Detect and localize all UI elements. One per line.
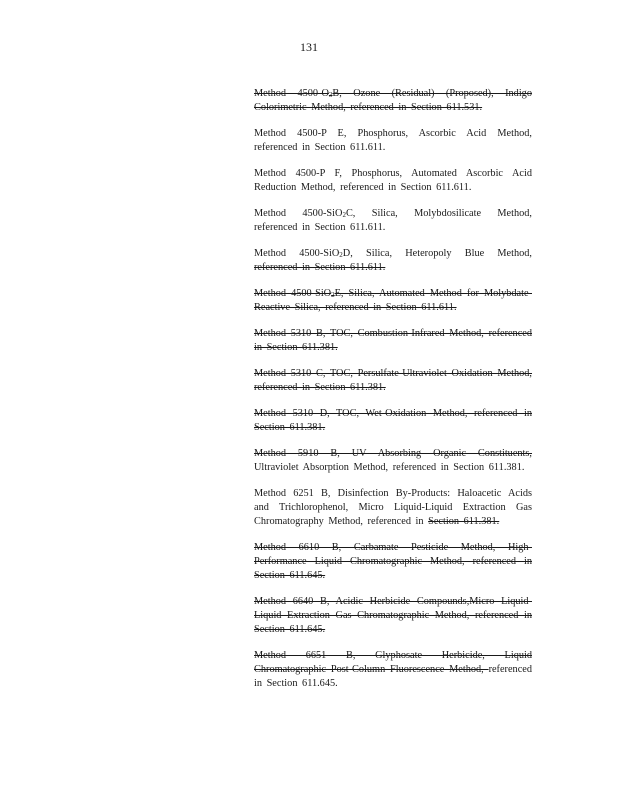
struck-text: B, Ozone (Residual) (Proposed), Indigo Colorimetric Method, referenced in Section 611.531. bbox=[254, 88, 532, 113]
struck-text: Method 5310 B, TOC, Combustion-Infrared Method, referenced in Section 611.381. bbox=[254, 328, 532, 353]
struck-text: Method 6640 B, Acidic Herbicide Compounds,Micro Liquid-Liquid Extraction Gas Chromatographic Method, referenced in Section 611.645. bbox=[254, 596, 532, 635]
method-entry bbox=[254, 447, 532, 475]
method-entry bbox=[254, 87, 532, 115]
method-entry bbox=[254, 407, 532, 435]
entry-text: Method 4500-SiO bbox=[254, 208, 343, 219]
entry-text: C, Silica, Molybdosilicate Method, referenced in Section 611.611. bbox=[254, 208, 532, 233]
struck-text: 3 bbox=[328, 91, 333, 99]
page-number: 131 bbox=[300, 40, 318, 54]
entry-text: 2 bbox=[342, 211, 346, 219]
entry-text: 2 bbox=[339, 251, 343, 259]
method-entry bbox=[254, 595, 532, 637]
entry-text: Ultraviolet Absorption Method, referenced in Section 611.381. bbox=[254, 462, 525, 473]
method-entry bbox=[254, 649, 532, 691]
struck-text: Method 4500-O bbox=[254, 88, 329, 99]
struck-text: Method 4500-SiO bbox=[254, 288, 332, 299]
struck-text: Section 611.381. bbox=[428, 516, 500, 527]
method-entry bbox=[254, 287, 532, 315]
struck-text: 2 bbox=[331, 291, 335, 299]
entry-text: Method 4500-P F, Phosphorus, Automated Ascorbic Acid Reduction Method, referenced in Section 611.611. bbox=[254, 168, 532, 193]
entry-text: D, Silica, Heteropoly Blue Method, bbox=[342, 248, 532, 259]
entry-text: Method 4500-SiO bbox=[254, 248, 340, 259]
method-entry bbox=[254, 127, 532, 155]
struck-text: E, Silica, Automated Method for Molybdate-Reactive Silica, referenced in Section 611.611. bbox=[254, 288, 532, 313]
struck-text: Method 6651 B, Glyphosate Herbicide, Liquid Chromatographic Post-Column Fluorescence Method, bbox=[254, 650, 532, 675]
method-entry bbox=[254, 247, 532, 275]
entry-text: Method 4500-P E, Phosphorus, Ascorbic Acid Method, referenced in Section 611.611. bbox=[254, 128, 532, 153]
method-entry bbox=[254, 167, 532, 195]
struck-text: Method 5310 C, TOC, Persulfate-Ultraviolet Oxidation Method, referenced in Section 611.381. bbox=[254, 368, 532, 393]
method-entry bbox=[254, 367, 532, 395]
method-entry bbox=[254, 487, 532, 529]
struck-text: Method 5310 D, TOC, Wet-Oxidation Method, referenced in Section 611.381. bbox=[254, 408, 532, 433]
method-list bbox=[254, 87, 532, 703]
entry-text: Method 6251 B, Disinfection By-Products: Haloacetic Acids and Trichlorophenol, Micro Liquid-Liquid Extraction Gas Chromatography Method, referenced in bbox=[254, 488, 532, 527]
struck-text: Method 5910 B, UV Absorbing Organic Constituents, bbox=[254, 448, 532, 459]
struck-text: referenced in Section 611.611. bbox=[254, 262, 386, 273]
struck-text: Method 6610 B, Carbamate Pesticide Method, High-Performance Liquid Chromatographic Method, referenced in Section 611.645. bbox=[254, 542, 532, 581]
method-entry bbox=[254, 207, 532, 235]
entry-text: referenced in Section 611.645. bbox=[254, 664, 532, 689]
method-entry bbox=[254, 327, 532, 355]
method-entry bbox=[254, 541, 532, 583]
